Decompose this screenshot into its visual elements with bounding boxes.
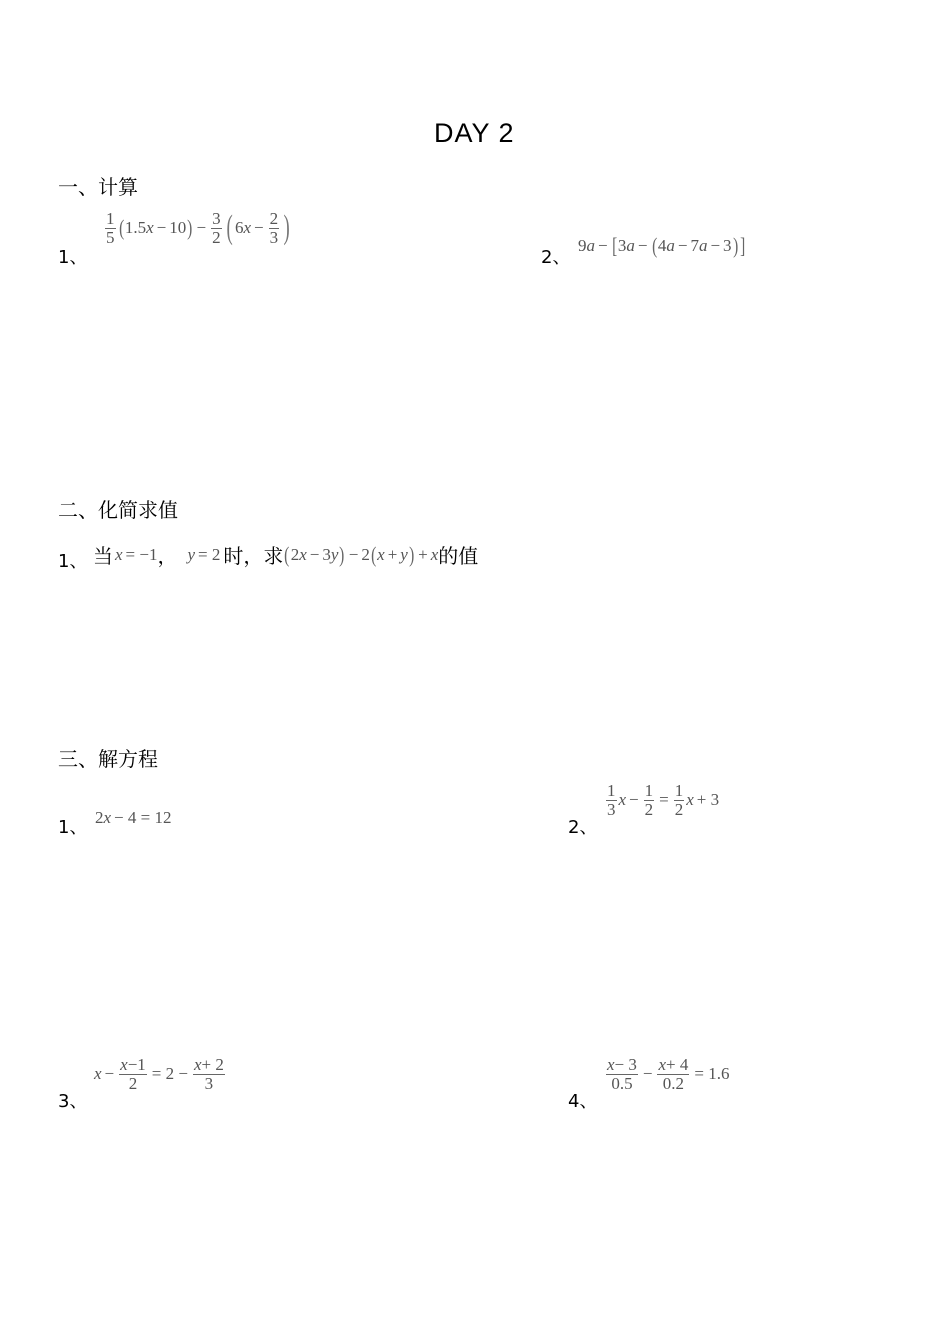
expression-calc-1: $\frac{1}{5}$ ( 1.5 x − 10 ) − $\frac{3}{2}$ ( 6 x − $\frac{2}{3}$ ) [106, 209, 290, 247]
equation-4: $\frac{x- 3}{0.5}$ − $\frac{x+ 4}{0.2}$ = 1.6 [607, 1055, 730, 1093]
section-heading-simplify: 二、化简求值 [58, 498, 178, 522]
problem-number: 2、 [541, 247, 571, 268]
problem-number: 1、 [58, 551, 88, 572]
problem-number: 3、 [58, 1091, 88, 1112]
section-heading-equations: 三、解方程 [58, 747, 158, 771]
equation-2: $\frac{1}{3}$ x − $\frac{1}{2}$ = $\frac{1}{2}$ x + 3 [607, 781, 720, 819]
simplify-problem-1: 当 x = −1 ， y = 2 时，求 ( 2 x − 3 y ) − 2 ( x + y ) + x 的值 [93, 541, 479, 568]
problem-number: 4、 [568, 1091, 598, 1112]
equation-1: 2 x − 4 = 12 [95, 808, 172, 827]
page-title: DAY 2 [434, 118, 515, 148]
problem-number: 2、 [568, 817, 598, 838]
expression-calc-2: 9 a − [ 3 a − ( 4 a − 7 a − 3 ) ] [578, 233, 746, 258]
problem-number: 1、 [58, 817, 88, 838]
section-heading-calculate: 一、计算 [58, 175, 138, 199]
equation-3: x − $\frac{x-1}{2}$ = 2 − $\frac{x+ 2}{3}$ [94, 1055, 224, 1093]
problem-number: 1、 [58, 247, 88, 268]
